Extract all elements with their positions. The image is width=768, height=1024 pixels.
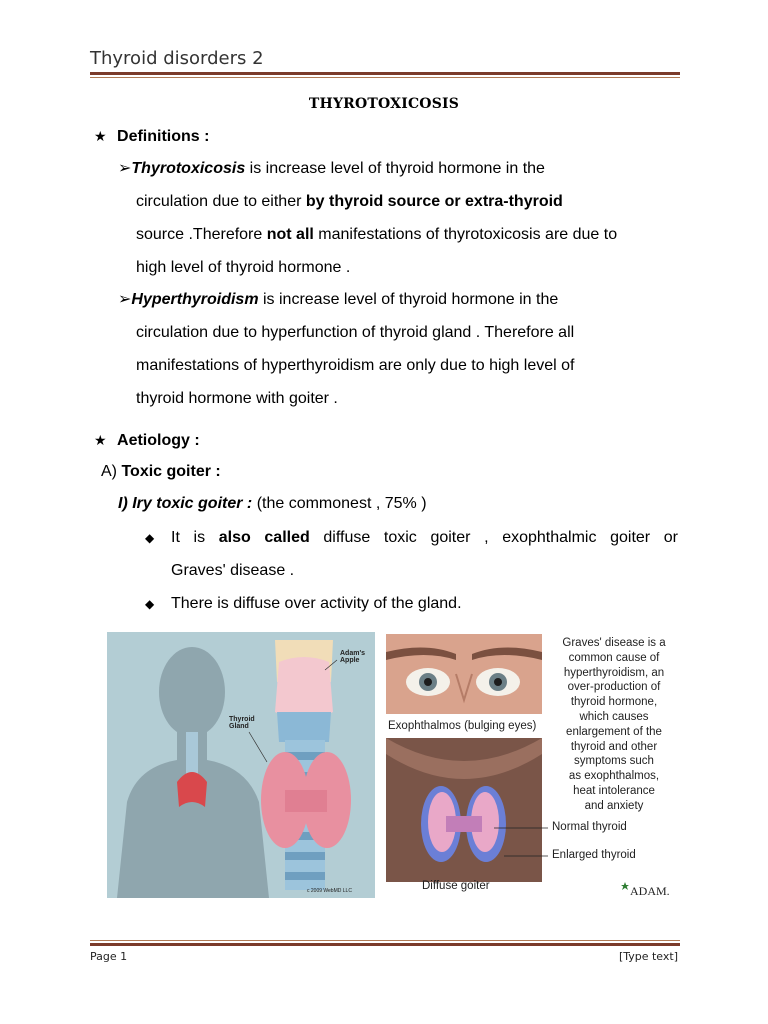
footer-rule: [90, 943, 680, 946]
arrow-bullet-icon: ➢: [118, 291, 132, 308]
bullet-1-text-cont: Graves' disease .: [171, 562, 295, 579]
definitions-heading: ★ Definitions :: [94, 128, 210, 145]
bullet-1-text: It is also called diffuse toxic goiter , exophthalmic goiter or: [171, 529, 679, 546]
graves-caption: [546, 636, 682, 814]
bullet-2: [145, 594, 154, 614]
thyroid-gland-label: Thyroid Gland: [229, 716, 255, 730]
document-title: THYROTOXICOSIS: [308, 96, 460, 112]
caption-line: enlargement of the: [566, 725, 662, 738]
hyperthyroidism-line-2: circulation due to hyperfunction of thyroid gland . Therefore all: [136, 324, 575, 341]
caption-line: thyroid hormone,: [570, 696, 658, 709]
adams-apple-label: Adam's Apple: [340, 650, 366, 664]
copyright-label: c 2009 WebMD LLC: [307, 888, 352, 894]
caption-line: heat intolerance: [573, 784, 655, 797]
arrow-bullet-icon: ➢: [118, 160, 132, 177]
diffuse-goiter-label: Diffuse goiter: [422, 880, 490, 892]
normal-thyroid-label: Normal thyroid: [552, 821, 627, 833]
hyperthyroidism-line-4: thyroid hormone with goiter .: [136, 390, 338, 407]
diamond-bullet-icon: ◆: [145, 531, 155, 545]
bullet-1: [145, 528, 154, 548]
header-title: Thyroid disorders 2: [90, 48, 264, 69]
thyroid-anatomy-figure: [107, 632, 375, 898]
star-bullet-icon: ★: [94, 432, 107, 448]
header-rule: [90, 72, 680, 75]
footer-placeholder-text: [Type text]: [618, 950, 678, 963]
thyrotoxicosis-line-2: circulation due to either by thyroid source or extra-thyroid: [136, 193, 563, 210]
caption-line: which causes: [579, 710, 649, 723]
hyperthyroidism-line-3: manifestations of hyperthyroidism are only due to high level of: [136, 357, 575, 374]
hyperthyroidism-line-1: ➢Hyperthyroidism is increase level of thyroid hormone in the: [118, 291, 559, 308]
star-bullet-icon: ★: [94, 128, 107, 144]
page-number: Page 1: [90, 950, 128, 963]
exophthalmos-label: Exophthalmos (bulging eyes): [388, 720, 537, 732]
caption-line: hyperthyroidism, an: [563, 666, 665, 679]
caption-line: and anxiety: [584, 799, 644, 812]
caption-line: over-production of: [567, 681, 661, 694]
caption-line: common cause of: [568, 651, 660, 664]
caption-line: as exophthalmos,: [568, 770, 660, 783]
graves-disease-figure: [386, 634, 682, 902]
thyrotoxicosis-line-4: high level of thyroid hormone .: [136, 259, 351, 276]
caption-line: thyroid and other: [570, 740, 658, 753]
thyrotoxicosis-line-3: source .Therefore not all manifestations of thyrotoxicosis are due to: [136, 226, 618, 243]
bullet-2-text: There is diffuse over activity of the gland.: [171, 595, 462, 612]
caption-line: Graves' disease is a: [562, 637, 666, 649]
thyroid-anatomy-illustration: [107, 632, 375, 898]
footer-rule-thin: [90, 940, 680, 941]
enlarged-thyroid-label: Enlarged thyroid: [552, 849, 636, 861]
header-rule-thin: [90, 77, 680, 78]
iry-toxic-goiter-line: I) Iry toxic goiter : (the commonest , 75% ): [118, 495, 427, 512]
aetiology-heading: ★ Aetiology :: [94, 432, 200, 449]
diamond-bullet-icon: ◆: [145, 597, 155, 611]
adam-logo: ADAM.: [630, 884, 670, 898]
toxic-goiter-line: A) Toxic goiter :: [101, 463, 221, 480]
thyrotoxicosis-line-1: ➢Thyrotoxicosis is increase level of thyroid hormone in the: [118, 160, 545, 177]
caption-line: symptoms such: [574, 755, 654, 768]
